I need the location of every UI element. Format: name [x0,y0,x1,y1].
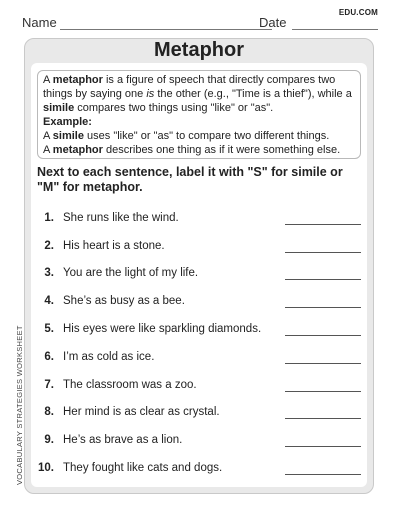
sidebar-worksheet-type: VOCABULARY STRATEGIES WORKSHEET [15,325,24,485]
question-item [31,404,367,422]
question-text: She’s as busy as a bee. [63,295,185,307]
answer-line[interactable] [285,474,361,475]
definition-box [37,70,361,159]
question-number: 8. [44,406,54,418]
worksheet-panel [24,38,374,494]
worksheet-body [31,63,367,487]
question-item [31,238,367,256]
question-text: I’m as cold as ice. [63,351,155,363]
instructions: Next to each sentence, label it with "S" for simile or "M" for metaphor. [37,165,343,194]
question-number: 10. [38,462,54,474]
question-text: They fought like cats and dogs. [63,462,223,474]
question-number: 6. [44,351,54,363]
question-item [31,293,367,311]
answer-line[interactable] [285,252,361,253]
question-item [31,210,367,228]
example-metaphor: A metaphor describes one thing as if it were something else. [43,144,341,156]
answer-line[interactable] [285,446,361,447]
question-text: His eyes were like sparkling diamonds. [63,323,262,335]
question-number: 7. [44,379,54,391]
definition-text: A metaphor is a figure of speech that directly compares two things by saying one is the other (e.g., "Time is a thief"), while a simile compares two things using "like" or "as". [43,74,352,114]
question-item [31,377,367,395]
answer-line[interactable] [285,279,361,280]
example-simile: A simile uses "like" or "as" to compare two different things. [43,130,330,142]
term-metaphor: metaphor [52,74,103,86]
question-text: The classroom was a zoo. [63,379,197,391]
answer-line[interactable] [285,335,361,336]
question-number: 1. [44,212,54,224]
question-text: She runs like the wind. [63,212,179,224]
answer-line[interactable] [285,363,361,364]
question-number: 5. [44,323,54,335]
date-field[interactable] [292,29,378,30]
answer-line[interactable] [285,391,361,392]
question-item [31,349,367,367]
question-text: He’s as brave as a lion. [63,434,183,446]
question-number: 3. [44,267,54,279]
page-title: Metaphor [154,39,244,61]
question-number: 9. [44,434,54,446]
example-label: Example: [43,116,92,128]
question-text: Her mind is as clear as crystal. [63,406,220,418]
date-label: Date [259,15,287,30]
emphasis-is: is [146,88,155,100]
question-number: 2. [44,240,54,252]
question-item [31,321,367,339]
name-field[interactable] [60,29,272,30]
term-simile: simile [43,102,75,114]
edu-logo: EDU.COM [338,8,378,17]
question-text: You are the light of my life. [63,267,199,279]
question-text: His heart is a stone. [63,240,165,252]
name-label: Name [22,15,57,30]
worksheet-header [22,8,378,32]
question-item [31,460,367,478]
answer-line[interactable] [285,307,361,308]
answer-line[interactable] [285,418,361,419]
question-number: 4. [44,295,54,307]
question-item [31,432,367,450]
answer-line[interactable] [285,224,361,225]
question-item [31,265,367,283]
